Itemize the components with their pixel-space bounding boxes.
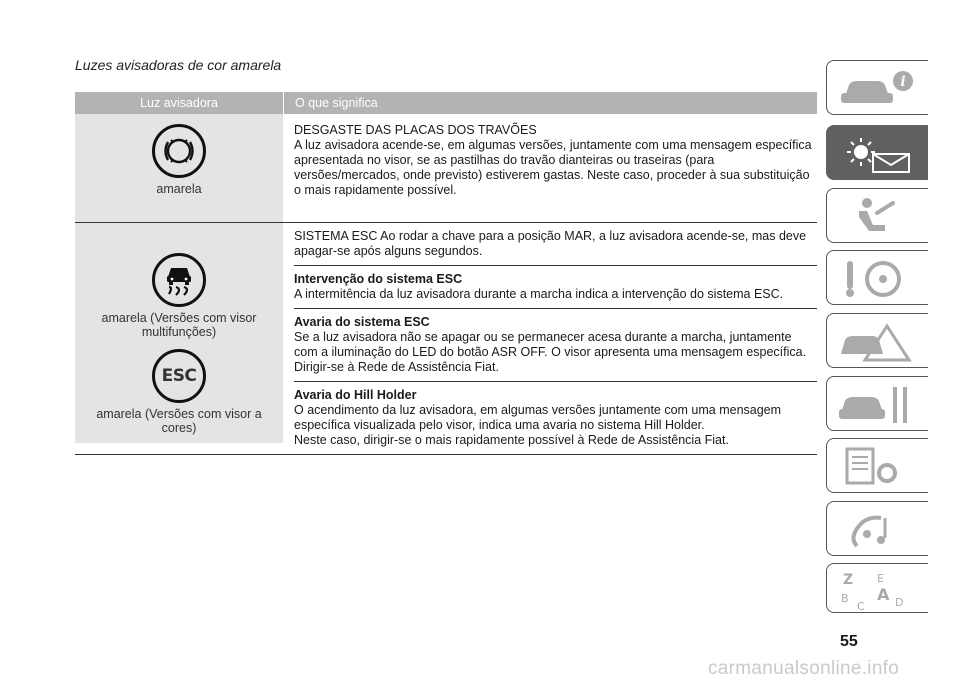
- car-emergency-icon: [837, 320, 917, 364]
- table-header: [75, 92, 817, 114]
- meaning-cell: [283, 223, 817, 454]
- meaning-text: A luz avisadora acende-se, em algumas versões, juntamente com uma mensagem específica apresentada no visor, se as pastilhas do travão dianteiras ou traseiras (para versões/mercados, onde previsto) estiverem gastas. Neste caso, proceder à sua substituição o mais rapidamente possível.: [294, 138, 812, 197]
- meaning-subsection: [294, 272, 817, 309]
- meaning-subsection: [294, 388, 817, 454]
- svg-text:A: A: [877, 585, 890, 604]
- specs-gears-icon: [837, 445, 917, 489]
- svg-text:B: B: [841, 592, 849, 605]
- lamp-cell: [75, 223, 283, 443]
- svg-text:E: E: [877, 572, 884, 585]
- svg-text:i: i: [900, 74, 906, 90]
- warning-light-table: [75, 92, 817, 455]
- table-row: [75, 223, 817, 455]
- side-tab-technical-data[interactable]: [826, 438, 928, 493]
- brake-pad-wear-icon: [152, 124, 206, 178]
- lamp-label: amarela: [156, 182, 202, 196]
- lamp-cell: [75, 114, 283, 222]
- side-tab-maintenance[interactable]: [826, 376, 928, 431]
- table-row: [75, 114, 817, 223]
- subsection-heading: Avaria do sistema ESC: [294, 315, 430, 329]
- meaning-text: SISTEMA ESC Ao rodar a chave para a posição MAR, a luz avisadora acende-se, mas deve apagar-se após alguns segundos.: [294, 229, 807, 258]
- car-tools-icon: [837, 383, 917, 427]
- header-meaning: O que significa: [283, 92, 817, 114]
- section-title: Luzes avisadoras de cor amarela: [75, 57, 282, 73]
- svg-text:D: D: [895, 596, 904, 609]
- side-tab-safety[interactable]: [826, 188, 928, 243]
- header-warning-light: Luz avisadora: [140, 96, 218, 110]
- esc-icon: [152, 349, 206, 403]
- lamp-label: amarela (Versões com visor multifunções): [101, 311, 257, 339]
- watermark: carmanualsonline.info: [708, 658, 900, 679]
- index-letters-icon: [837, 570, 917, 614]
- side-tab-emergency[interactable]: [826, 313, 928, 368]
- page-number: 55: [840, 633, 858, 650]
- meaning-title: DESGASTE DAS PLACAS DOS TRAVÕES: [294, 123, 537, 137]
- meaning-intro: [294, 223, 817, 266]
- subsection-text: Se a luz avisadora não se apagar ou se permanecer acesa durante a marcha, juntamente com a iluminação do LED do botão ASR OFF. O visor apresenta uma mensagem específica. Dirigir-se à Rede de Assistência Fiat.: [294, 330, 807, 374]
- seat-airbag-icon: [837, 195, 917, 239]
- side-tab-warning-lights[interactable]: [826, 125, 928, 180]
- svg-text:Z: Z: [843, 572, 854, 588]
- lamp-label: amarela (Versões com visor a cores): [96, 407, 262, 435]
- subsection-text: O acendimento da luz avisadora, em algumas versões juntamente com uma mensagem específica visualizada pelo visor, indica uma avaria no sistema Hill Holder. Neste caso, dirigir-se o mais rapidamente possível à Rede de Assistência Fiat.: [294, 403, 782, 447]
- key-steering-wheel-icon: [837, 257, 917, 301]
- esc-skid-car-icon: [152, 253, 206, 307]
- side-tab-car-info[interactable]: [826, 60, 928, 115]
- svg-text:C: C: [857, 600, 865, 613]
- side-tab-starting-driving[interactable]: [826, 250, 928, 305]
- car-info-icon: [837, 67, 917, 111]
- subsection-text: A intermitência da luz avisadora durante a marcha indica a intervenção do sistema ESC.: [294, 287, 784, 301]
- subsection-heading: Avaria do Hill Holder: [294, 388, 417, 402]
- subsection-heading: Intervenção do sistema ESC: [294, 272, 463, 286]
- meaning-subsection: [294, 315, 817, 382]
- side-tab-index[interactable]: [826, 563, 928, 613]
- esc-icon-text: ESC: [161, 366, 197, 386]
- meaning-cell: [283, 114, 817, 222]
- multimedia-music-icon: [837, 508, 917, 552]
- side-tab-multimedia[interactable]: [826, 501, 928, 556]
- warning-light-message-icon: [837, 132, 917, 176]
